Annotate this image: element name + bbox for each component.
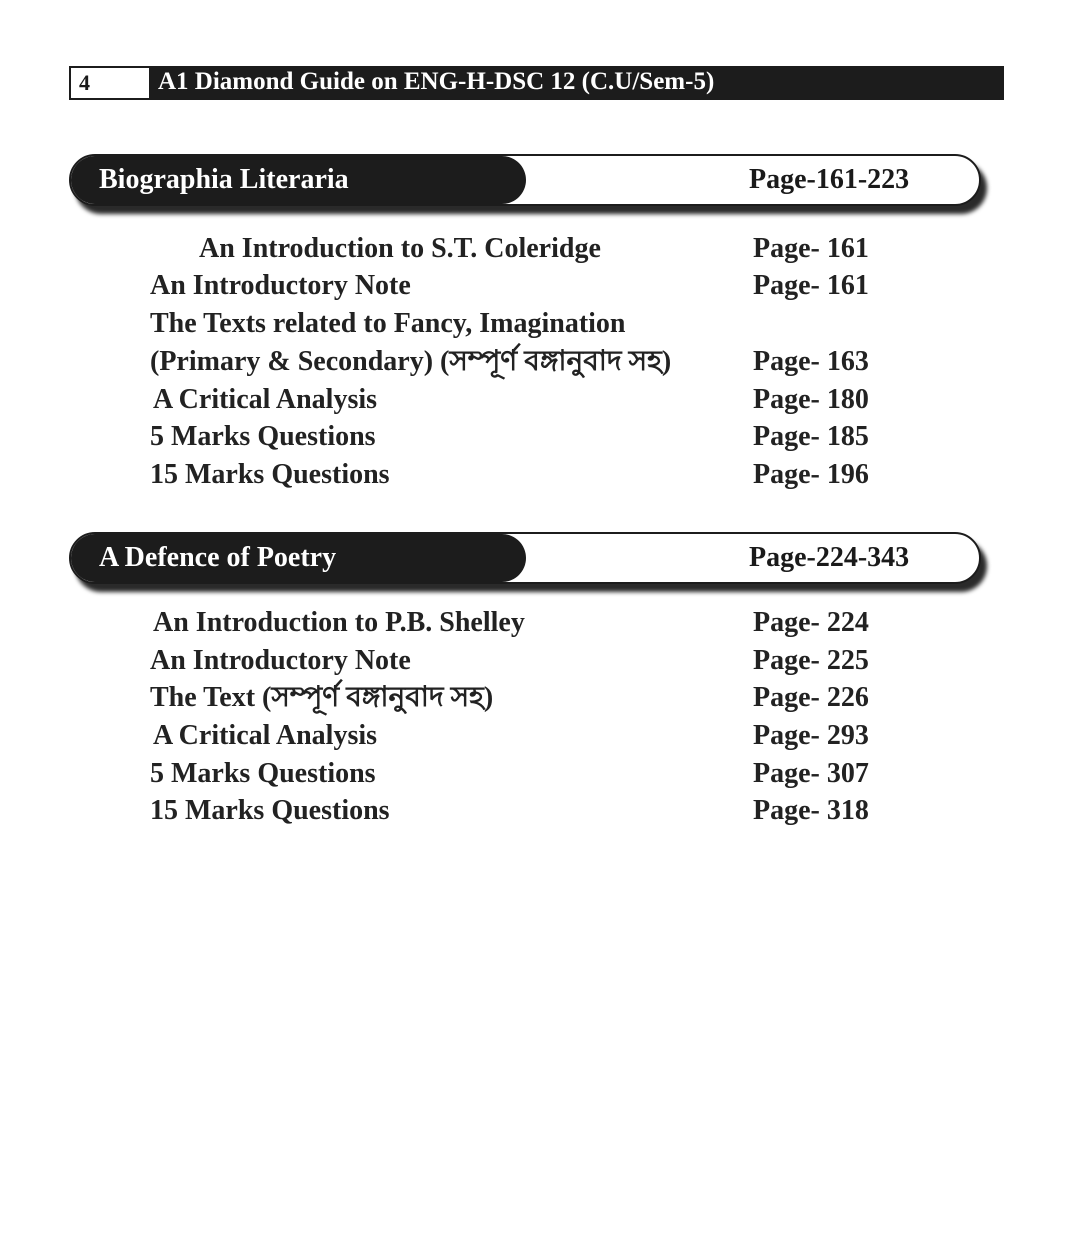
entry-page: Page- 293 [753,720,869,751]
entry-label: A Critical Analysis [153,384,378,415]
running-title: A1 Diamond Guide on ENG-H-DSC 12 (C.U/Sem-5) [158,68,715,95]
entry-label: The Text (সম্পূর্ণ বঙ্গানুবাদ সহ) [150,682,494,713]
toc-entry [0,343,1080,381]
entry-page: Page- 163 [753,346,869,377]
toc-entry [0,456,1080,494]
section-page-range: Page-161-223 [749,164,910,195]
entry-label: An Introduction to P.B. Shelley [153,607,525,638]
entry-label: An Introduction to S.T. Coleridge [199,233,601,264]
entry-page: Page- 185 [753,421,869,452]
section-banner-defence [69,532,981,584]
toc-entry [0,792,1080,830]
entry-label: An Introductory Note [150,645,411,676]
toc-entry [0,230,1080,268]
section-title: Biographia Literaria [99,164,349,195]
running-header [69,66,1004,100]
toc-entry [0,642,1080,680]
entry-label: 5 Marks Questions [150,421,376,452]
entry-label: (Primary & Secondary) (সম্পূর্ণ বঙ্গানুবাদ সহ) [150,346,672,377]
section-page-range: Page-224-343 [749,542,910,573]
entry-label: 15 Marks Questions [150,459,390,490]
toc-entry [0,717,1080,755]
toc-entry [0,418,1080,456]
entry-page: Page- 180 [753,384,869,415]
entry-page: Page- 225 [753,645,869,676]
toc-entry [0,679,1080,717]
toc-entry [0,755,1080,793]
section-title: A Defence of Poetry [99,542,337,573]
toc-entry [0,381,1080,419]
entry-page: Page- 196 [753,459,869,490]
entry-label: 15 Marks Questions [150,795,390,826]
entry-label: A Critical Analysis [153,720,378,751]
entry-page: Page- 226 [753,682,869,713]
entry-label: The Texts related to Fancy, Imagination [150,308,626,339]
entry-page: Page- 161 [753,270,869,301]
entry-page: Page- 318 [753,795,869,826]
toc-entry [0,267,1080,305]
entry-label: An Introductory Note [150,270,411,301]
toc-entry [0,305,1080,343]
entry-page: Page- 307 [753,758,869,789]
entry-page: Page- 224 [753,607,869,638]
toc-entry [0,604,1080,642]
entry-page: Page- 161 [753,233,869,264]
section-banner-biographia [69,154,981,206]
entry-label: 5 Marks Questions [150,758,376,789]
page-number: 4 [69,66,151,100]
